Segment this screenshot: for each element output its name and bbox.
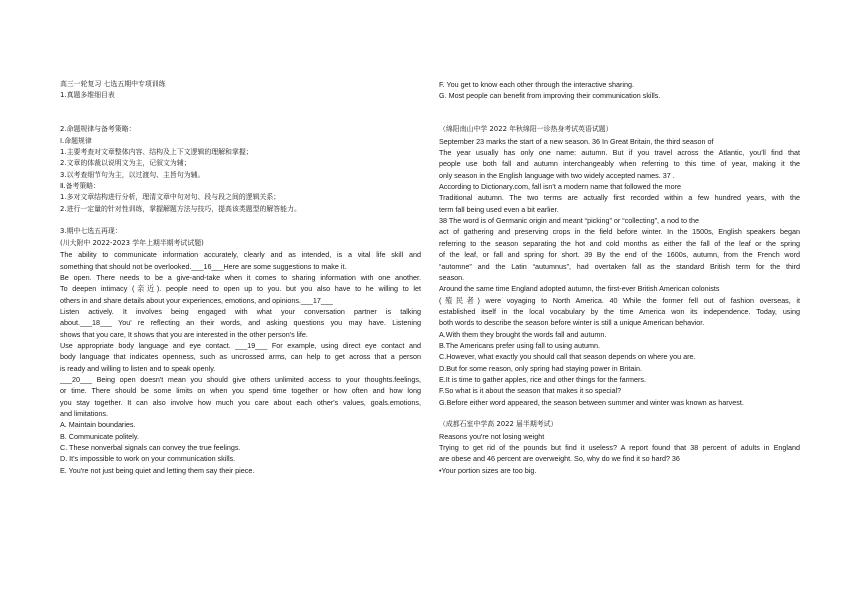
- text-line: “automne” and the Latin “autumnus”, had overtaken fall as the standard British term for the third: [439, 261, 800, 271]
- text-line: Around the same time England adopted autumn, the first-ever British American colonists: [439, 284, 720, 294]
- text-line: ___20___ Being open doesn't mean you should give others unlimited access to your thoughts.feelings,: [60, 374, 421, 384]
- option-line: E.It is time to gather apples, rice and other things for the farmers.: [439, 374, 646, 384]
- text-line: Trying to get rid of the pounds but find it useless? A report found that 38 percent of adults in England: [439, 443, 800, 452]
- right-column: [439, 79, 800, 476]
- text-line: 2.文章的体裁以说明文为主，记叙文为辅；: [60, 159, 191, 168]
- text-line: 38 The word is of Germanic origin and meant “picking” or “collecting”, a nod to the: [439, 216, 699, 226]
- source-note: （成都石室中学高 2022 届半期考试）: [439, 420, 558, 429]
- option-line: A.With them they brought the words fall and autumn.: [439, 329, 607, 339]
- option-line: B.The Americans prefer using fall to using autumn.: [439, 340, 601, 350]
- left-block-3: [60, 226, 421, 476]
- text-line: 1.主要考查对文章整体内容、结构及上下文逻辑的理解和掌握；: [60, 148, 253, 157]
- left-column: [60, 79, 421, 476]
- text-line: (殖民者) were voyaging to North America. 40 While the former fell out of fashion overseas, it: [439, 295, 800, 305]
- text-line: Ⅰ.命题规律: [60, 136, 92, 145]
- doc-title: 高三一轮复习 七选五期中专项训练: [60, 80, 166, 88]
- text-line: or time. There should be some limits on when you spend time together or how often and how long: [60, 386, 421, 396]
- text-line: September 23 marks the start of a new season. 36 In Great Britain, the third season of: [439, 136, 714, 146]
- right-block-1: [439, 79, 800, 102]
- option-line: A. Maintain boundaries.: [60, 420, 136, 430]
- option-line: F. You get to know each other through the interactive sharing.: [439, 80, 634, 89]
- text-line: Be open. There needs to be a give-and-take when it comes to sharing information with one another.: [60, 272, 421, 282]
- text-line: you stay together. It can also involve how much you care about each other's values, goals.emotions,: [60, 397, 421, 407]
- text-line: shows that you care, It shows that you are interested in the other person's life.: [60, 329, 308, 339]
- text-line: The ability to communicate information accurately, clearly and as intended, is a vital life skill and: [60, 250, 421, 260]
- text-line: about.___18___ You' re reflecting an their words, and asking questions you may have. Listening: [60, 318, 421, 328]
- text-line: both words to describe the season before winter is still a unique American behavior.: [439, 318, 705, 328]
- text-line: are obese and 46 percent are overweight. So, why do we find it so hard? 36: [439, 454, 680, 464]
- text-line: The year usually has only one name: autumn. But if you travel across the Atlantic, you’ll find that: [439, 148, 800, 158]
- text-line: season.: [439, 272, 465, 282]
- option-line: D. It's impossible to work on your communication skills.: [60, 454, 236, 464]
- option-line: C.However, what exactly you should call that season depends on where you are.: [439, 352, 696, 362]
- text-line: Listen actively. It involves being engaged with what your conversation partner is talking: [60, 306, 421, 316]
- text-line: and limitations.: [60, 408, 108, 418]
- option-line: G.Before either word appeared, the season between summer and winter was known as harvest.: [439, 397, 744, 407]
- text-line: body language that indicates openness, such as uncrossed arms, can help to get across that a person: [60, 352, 421, 362]
- text-line: 1.多对文章结构进行分析，理清文章中句对句、段与段之间的逻辑关系；: [60, 193, 281, 202]
- option-line: G. Most people can benefit from improving their communication skills.: [439, 91, 661, 101]
- section-heading: 3.期中七选五再现：: [60, 227, 122, 236]
- option-line: C. These nonverbal signals can convey the true feelings.: [60, 443, 241, 452]
- text-line: 2.进行一定量的针对性训练，掌握解题方法与技巧，提高该类题型的解答能力。: [60, 204, 301, 213]
- text-line: others in and share details about your experiences, emotions, and opinions.___17___: [60, 295, 333, 305]
- left-block-1: [60, 79, 421, 102]
- text-line: established itself in the local vocabulary by the time America won its independence. Today, using: [439, 306, 800, 316]
- text-line: act of gathering and preserving crops in the field before winter. In the 1500s, English speakers began: [439, 227, 800, 237]
- source-note: （绵阳南山中学 2022 年秋绵阳一诊热身考试英语试题）: [439, 125, 613, 134]
- text-line: something that should not be overlooked.___16___Here are some suggestions to make it.: [60, 261, 347, 271]
- option-line: F.So what is it about the season that makes it so special?: [439, 386, 622, 396]
- option-line: D.But for some reason, only spring had staying power in Britain.: [439, 363, 642, 373]
- text-line: 3.以考查细节句为主，以过渡句、主旨句为辅。: [60, 170, 205, 179]
- text-line: term fall being used even a bit earlier.: [439, 204, 559, 214]
- text-line: referring to the season separating the hot and cold months as either the fall of the leaf or the spring: [439, 238, 800, 248]
- source-note: (川大附中 2022-2023 学年上期半期考试试题): [60, 238, 204, 247]
- option-line: B. Communicate politely.: [60, 431, 139, 441]
- left-block-2: [60, 124, 421, 215]
- text-line: people use both fall and autumn interchangeably when referring to this time of year, making it the: [439, 159, 800, 169]
- text-line: of the leaf, or fall and spring for short. 39 By the end of the 1600s, autumn, from the French word: [439, 250, 800, 260]
- text-line: only season in the English language with two widely accepted names. 37 .: [439, 170, 675, 180]
- text-line: According to Dictionary.com, fall isn’t a modern name that followed the more: [439, 182, 681, 192]
- bullet-line: •Your portion sizes are too big.: [439, 465, 537, 475]
- text-line: Ⅱ.备考策略：: [60, 182, 101, 191]
- option-line: E. You're not just being quiet and letting them say their piece.: [60, 465, 255, 475]
- right-block-3: [439, 419, 800, 476]
- text-line: To deepen intimacy (亲近). people need to open up to you. but you also have to he willing to let: [60, 284, 421, 294]
- section-heading: 2.命题规律与备考策略：: [60, 125, 136, 134]
- passage-title: Reasons you're not losing weight: [439, 431, 545, 441]
- text-line: is ready and willing to listen and to speak openly.: [60, 363, 216, 373]
- section-heading: 1.真题多维细目表: [60, 91, 115, 100]
- right-block-2: [439, 124, 800, 408]
- text-line: Use appropriate body language and eye contact. ___19___ For example, using direct eye contact and: [60, 340, 421, 350]
- text-line: Traditional autumn. The two terms are actually first recorded within a few hundred years, with the: [439, 193, 800, 203]
